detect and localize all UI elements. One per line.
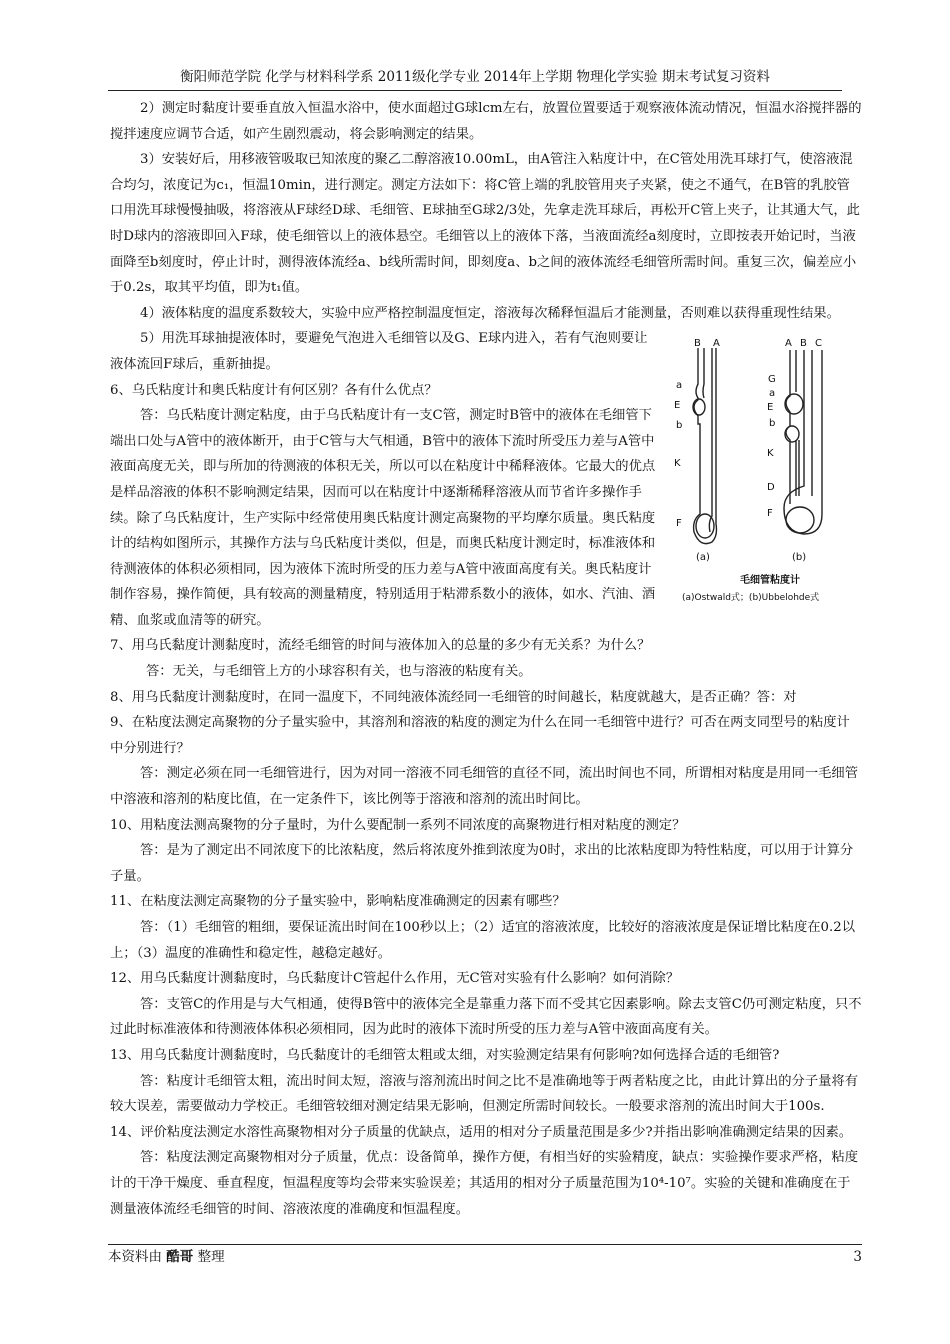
question-7: 7、用乌氏黏度计测黏度时，流经毛细管的时间与液体加入的总量的多少有无关系？为什么？ [110, 638, 651, 654]
page-footer [108, 1244, 862, 1269]
label-b-D: D [767, 482, 775, 493]
question-6: 6、乌氏粘度计和奥氏粘度计有何区别？各有什么优点？ [110, 382, 438, 398]
paragraph-5: 5）用洗耳球抽提液体时，要避免气泡进入毛细管以及G、E球内进入，若有气泡则要让液体流回F球后，重新抽提。 [110, 331, 648, 372]
paragraph-4: 4）液体粘度的温度系数较大，实验中应严格控制温度恒定，溶液每次稀释恒温后才能测量，否则难以获得重现性结果。 [140, 305, 840, 321]
label-b-a: a [769, 388, 776, 399]
label-a-E: E [674, 400, 681, 411]
answer-6: 答：乌氏粘度计测定粘度，由于乌氏粘度计有一支C管，测定时B管中的液体在毛细管下端出口处与A管中的液体断开，由于C管与大气相通，B管中的液体下流时所受压力差与A管中液面高度无关，即与所加的待测液的体积无关，所以可以在粘度计中稀释液体。它最大的优点是样品溶液的体积不影响测定结果，因而可以在粘度计中逐渐稀释溶液从而节省许多操作手续。除了乌氏粘度计，生产实际中经常使用奥氏粘度计测定高聚物的平均摩尔质量。奥氏粘度计的结构如图所示，其操作方法与乌氏粘度计类似，但是，而奥氏粘度计测定时，标准液体和待测液体的体积必须相同，因为液体下流时所受的压力差与A管中液面高度有关。奥氏粘度计制作容易，操作简便，具有较高的测量精度，特别适用于粘滞系数小的液体，如水、汽油、酒精、血浆或血清等的研究。 [110, 408, 656, 628]
question-11: 11、在粘度法测定高聚物的分子量实验中，影响粘度准确测定的因素有哪些？ [110, 894, 566, 910]
viscometer-diagram [672, 336, 870, 606]
label-a-K: K [674, 458, 681, 469]
label-b-C: C [815, 338, 822, 349]
label-b-G: G [768, 374, 776, 385]
page-number: 3 [853, 1249, 862, 1265]
question-9: 9、在粘度法测定高聚物的分子量实验中，其溶剂和溶液的粘度的测定为什么在同一毛细管中进行？可否在两支同型号的粘度计中分别进行？ [110, 715, 850, 756]
label-b-K: K [767, 448, 774, 459]
footer-credit [108, 1245, 225, 1269]
panel-b-label: (b) [792, 552, 807, 563]
footer-credit-prefix: 本资料由 [108, 1249, 162, 1265]
label-b-A: A [785, 338, 792, 349]
paragraph-3: 3）安装好后，用移液管吸取已知浓度的聚乙二醇溶液10.00mL，由A管注入粘度计中，在C管处用洗耳球打气，使溶液混合均匀，浓度记为c₁，恒温10min，进行测定。测定方法如下：将C管上端的乳胶管用夹子夹紧，使之不通气，在B管的乳胶管口用洗耳球慢慢抽吸，将溶液从F球经D球、毛细管、E球抽至G球2/3处，先拿走洗耳球后，再松开C管上夹子，让其通大气，此时D球内的溶液即回入F球，使毛细管以上的液体悬空。毛细管以上的液体下落，当液面流经a刻度时，立即按表开始记时，当液面降至b刻度时，停止计时，测得液体流经a、b线所需时间，即刻度a、b之间的液体流经毛细管所需时间。重复三次，偏差应小于0.2s，取其平均值，即为t₁值。 [110, 152, 860, 296]
answer-13: 答：粘度计毛细管太粗，流出时间太短，溶液与溶剂流出时间之比不是准确地等于两者粘度之比，由此计算出的分子量将有较大误差，需要做动力学校正。毛细管较细对测定结果无影响，但测定所需时间较长。一般要求溶剂的流出时间大于100s. [110, 1073, 859, 1115]
label-b-E: E [767, 402, 774, 413]
viscometer-figure [672, 336, 870, 606]
question-13: 13、用乌氏黏度计测黏度时，乌氏黏度计的毛细管太粗或太细，对实验测定结果有何影响?如何选择合适的毛细管? [110, 1047, 780, 1063]
panel-a-label: (a) [696, 552, 710, 563]
label-a-A: A [713, 338, 720, 349]
label-a-b: b [676, 420, 683, 431]
answer-12: 答：支管C的作用是与大气相通，使得B管中的液体完全是靠重力落下而不受其它因素影响。除去支管C仍可测定粘度，只不过此时标准液体和待测液体体积必须相同，因为此时的液体下流时所受的压力差与A管中液面高度有关。 [110, 996, 862, 1038]
paragraph-2: 2）测定时黏度计要垂直放入恒温水浴中，使水面超过G球lcm左右，放置位置要适于观察液体流动情况，恒温水浴搅拌器的搅拌速度应调节合适，如产生剧烈震动，将会影响测定的结果。 [110, 101, 862, 142]
document-body [110, 96, 862, 1222]
label-b-F: F [767, 508, 773, 519]
answer-11: 答：（1）毛细管的粗细，要保证流出时间在100秒以上；（2）适宜的溶液浓度，比较好的溶液浓度是保证增比粘度在0.2以上；（3）温度的准确性和稳定性，越稳定越好。 [110, 920, 855, 961]
label-a-F: F [676, 518, 682, 529]
answer-9: 答：测定必须在同一毛细管进行，因为对同一溶液不同毛细管的直径不同，流出时间也不同，所谓相对粘度是用同一毛细管中溶液和溶剂的粘度比值，在一定条件下，该比例等于溶液和溶剂的流出时间比。 [110, 766, 859, 808]
question-10: 10、用粘度法测高聚物的分子量时，为什么要配制一系列不同浓度的高聚物进行相对粘度的测定？ [110, 817, 686, 833]
label-b-b: b [769, 418, 776, 429]
label-a-B: B [694, 338, 701, 349]
answer-7: 答：无关，与毛细管上方的小球容积有关，也与溶液的粘度有关。 [146, 664, 532, 680]
question-12: 12、用乌氏黏度计测黏度时，乌氏黏度计C管起什么作用，无C管对实验有什么影响？如何消除？ [110, 971, 680, 987]
question-14: 14、评价粘度法测定水溶性高聚物相对分子质量的优缺点，适用的相对分子质量范围是多少?并指出影响准确测定结果的因素。 [110, 1124, 853, 1140]
label-a-a: a [676, 380, 683, 391]
footer-credit-name: 酷哥 [166, 1249, 194, 1265]
figure-title: 毛细管粘度计 [740, 575, 800, 586]
question-8: 8、用乌氏黏度计测黏度时，在同一温度下，不同纯液体流经同一毛细管的时间越长，粘度就越大，是否正确？答：对 [110, 689, 797, 705]
label-b-B: B [800, 338, 807, 349]
answer-14: 答：粘度法测定高聚物相对分子质量，优点：设备简单，操作方便，有相当好的实验精度，缺点：实验操作要求严格，粘度计的干净干燥度、垂直程度，恒温程度等均会带来实验误差；其适用的相对分子质量范围为10⁴-10⁷。实验的关键和准确度在于测量液体流经毛细管的时间、溶液浓度的准确度和恒温程度。 [110, 1150, 859, 1217]
footer-credit-suffix: 整理 [197, 1249, 225, 1265]
page-header: 衡阳师范学院 化学与材料科学系 2011级化学专业 2014年上学期 物理化学实验 期末考试复习资料 [108, 66, 842, 91]
figure-caption: (a)Ostwald式；(b)Ubbelohde式 [682, 593, 820, 603]
answer-10: 答：是为了测定出不同浓度下的比浓粘度，然后将浓度外推到浓度为0时，求出的比浓粘度即为特性粘度，可以用于计算分子量。 [110, 843, 854, 884]
